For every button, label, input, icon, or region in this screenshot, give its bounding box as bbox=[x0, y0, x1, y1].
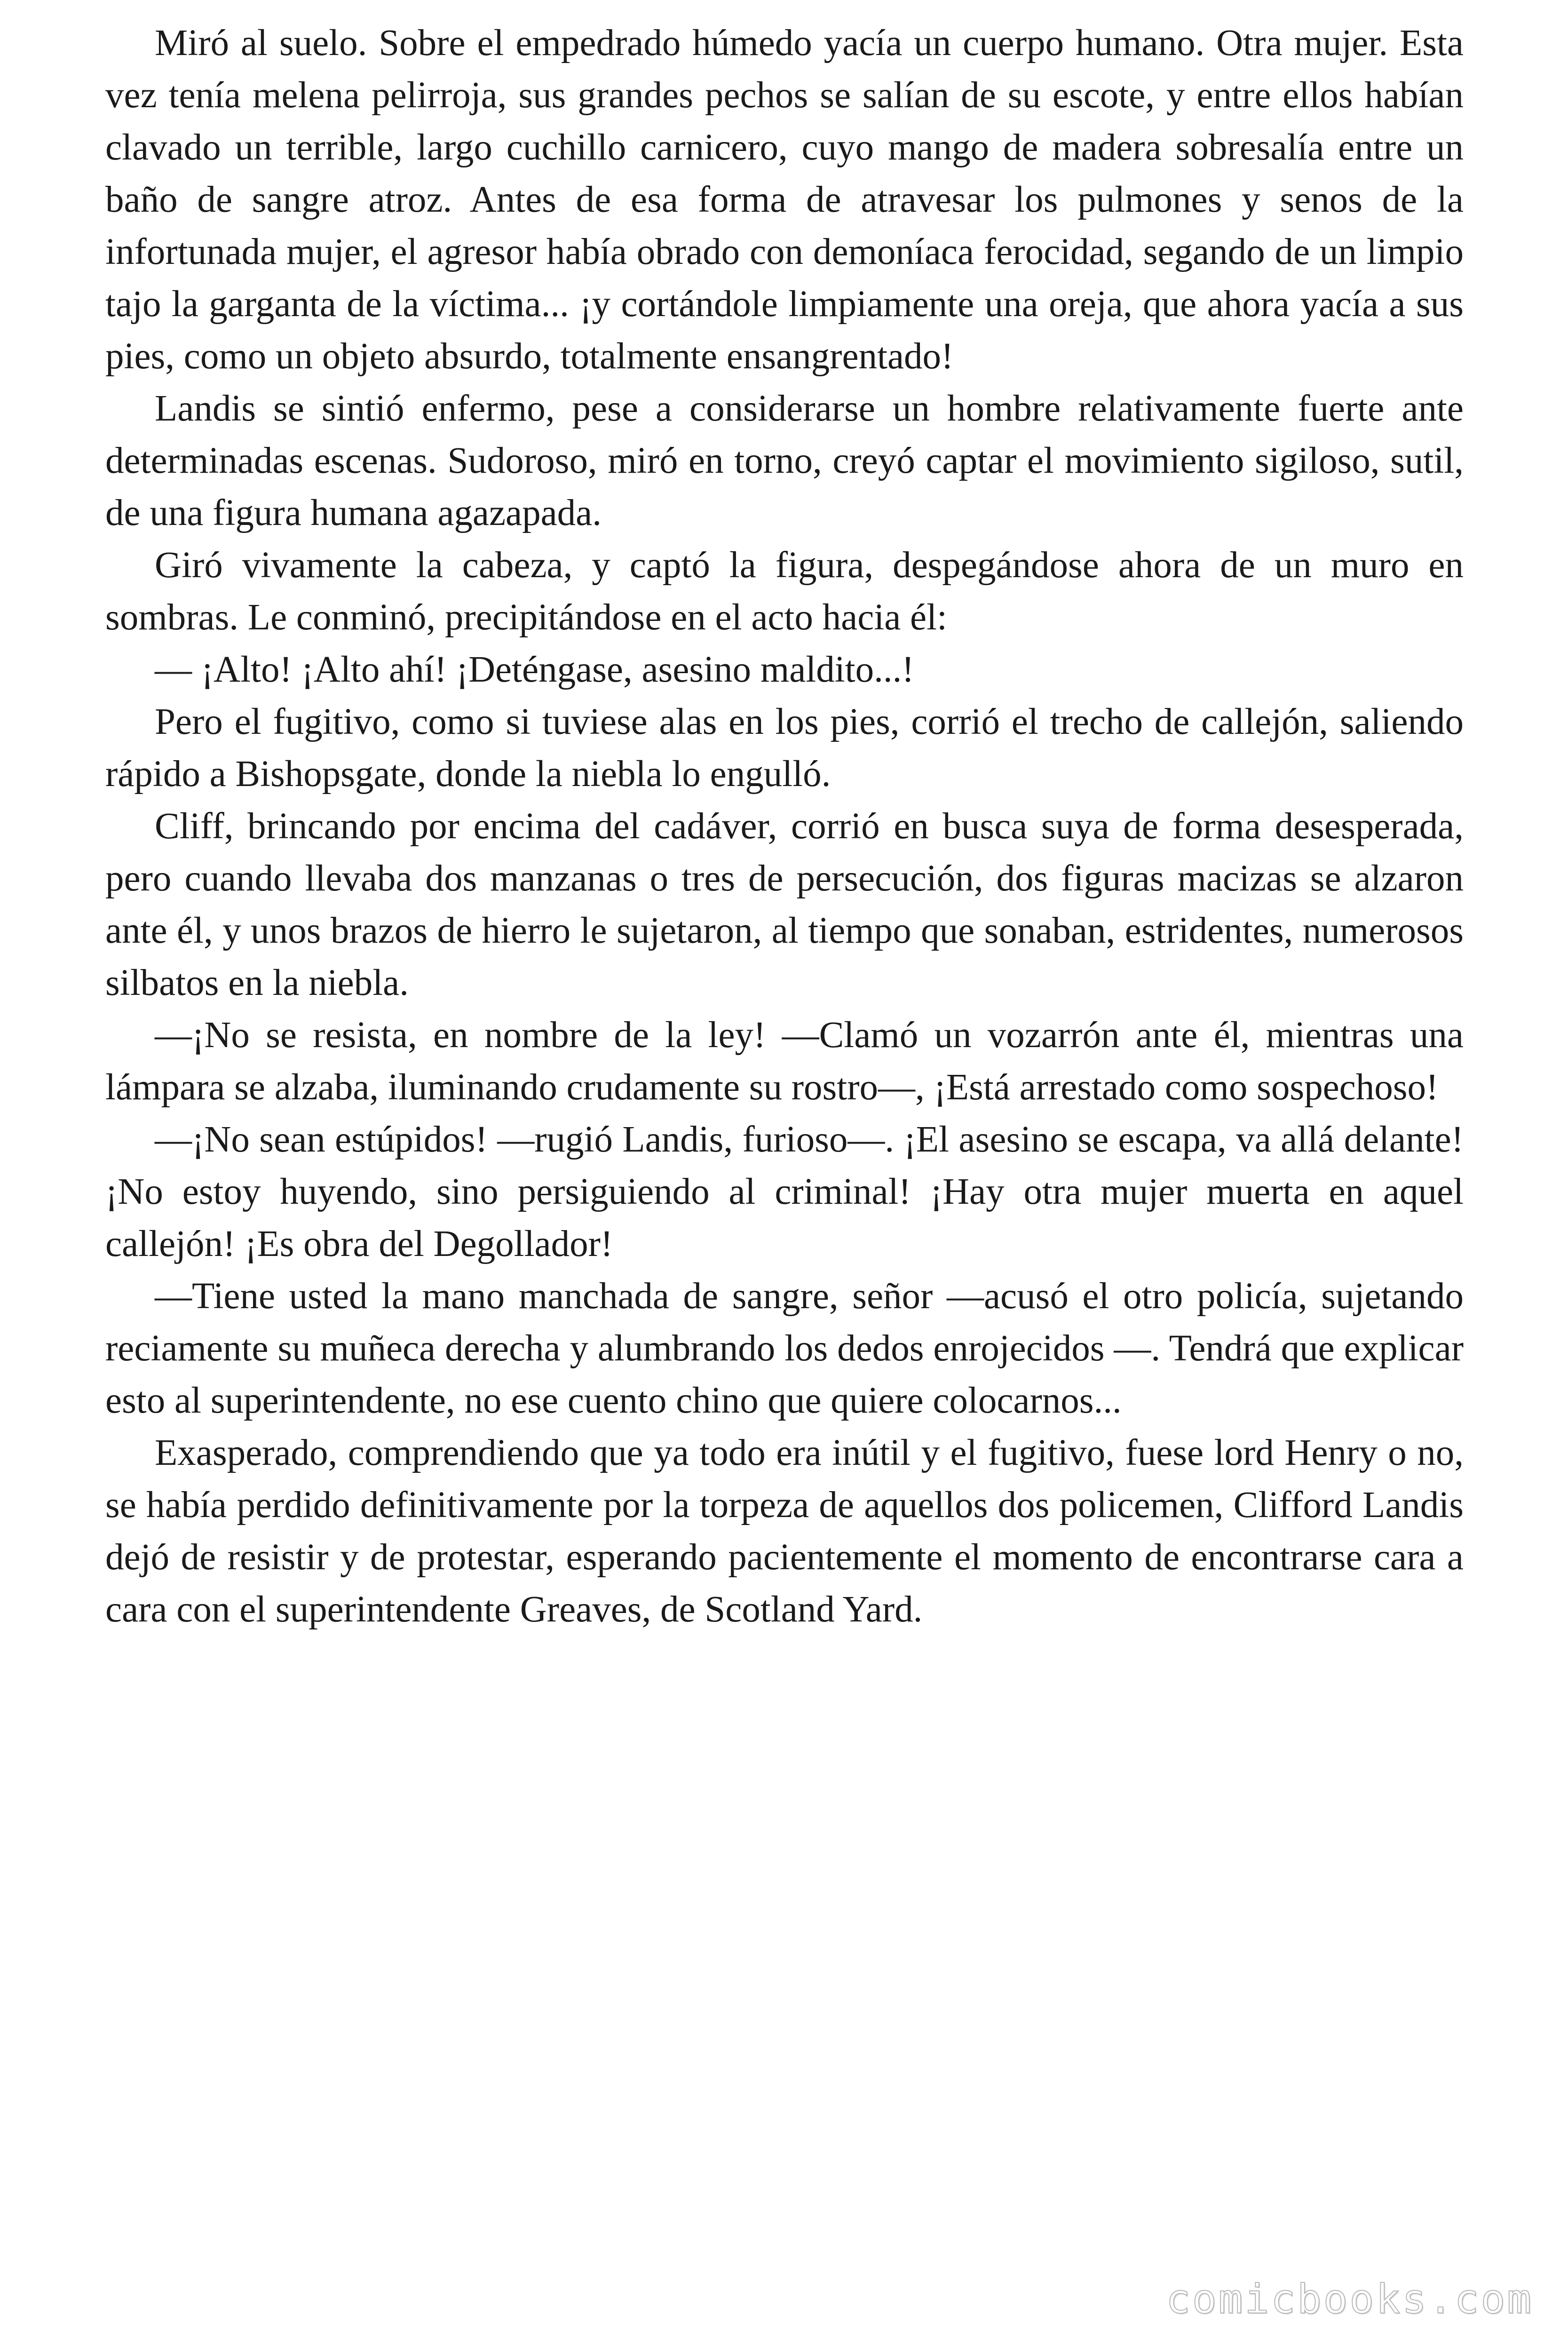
paragraph-6: Cliff, brincando por encima del cadáver, corrió en busca suya de forma desesperada, pero cuando llevaba dos manzanas o tres de persecución, dos figuras macizas se alzaron ante él, y unos brazos de hierro le sujetaron, al tiempo que sonaban, estridentes, numerosos silbatos en la niebla. bbox=[105, 806, 1464, 1003]
paragraph-9: —Tiene usted la mano manchada de sangre, señor —acusó el otro policía, sujetando reciamente su muñeca derecha y alumbrando los dedos enrojecidos —. Tendrá que explicar esto al superintendente, no ese cuento chino que quiere colocarnos... bbox=[105, 1276, 1464, 1421]
paragraph-2: Landis se sintió enfermo, pese a considerarse un hombre relativamente fuerte ante determinadas escenas. Sudoroso, miró en torno, creyó captar el movimiento sigiloso, sutil, de una figura humana agazapada. bbox=[105, 388, 1464, 533]
paragraph-7: —¡No se resista, en nombre de la ley! —Clamó un vozarrón ante él, mientras una lámpara se alzaba, iluminando crudamente su rostro—, ¡Está arrestado como sospechoso! bbox=[105, 1015, 1464, 1108]
paragraph-1: Miró al suelo. Sobre el empedrado húmedo yacía un cuerpo humano. Otra mujer. Esta vez tenía melena pelirroja, sus grandes pechos se salían de su escote, y entre ellos habían clavado un terrible, largo cuchillo carnicero, cuyo mango de madera sobresalía entre un baño de sangre atroz. Antes de esa forma de atravesar los pulmones y senos de la infortunada mujer, el agresor había obrado con demoníaca ferocidad, segando de un limpio tajo la garganta de la víctima... ¡y cortándole limpiamente una oreja, que ahora yacía a sus pies, como un objeto absurdo, totalmente ensangrentado! bbox=[105, 23, 1464, 377]
watermark: comicbooks.com bbox=[1166, 2276, 1533, 2323]
document-body bbox=[105, 17, 1464, 1636]
paragraph-3: Giró vivamente la cabeza, y captó la figura, despegándose ahora de un muro en sombras. Le conminó, precipitándose en el acto hacia él: bbox=[105, 545, 1464, 638]
paragraph-4: — ¡Alto! ¡Alto ahí! ¡Deténgase, asesino maldito...! bbox=[155, 649, 914, 690]
paragraph-10: Exasperado, comprendiendo que ya todo era inútil y el fugitivo, fuese lord Henry o no, se había perdido definitivamente por la torpeza de aquellos dos policemen, Clifford Landis dejó de resistir y de protestar, esperando pacientemente el momento de encontrarse cara a cara con el superintendente Greaves, de Scotland Yard. bbox=[105, 1432, 1464, 1630]
paragraph-8: —¡No sean estúpidos! —rugió Landis, furioso—. ¡El asesino se escapa, va allá delante! ¡No estoy huyendo, sino persiguiendo al criminal! ¡Hay otra mujer muerta en aquel callejón! ¡Es obra del Degollador! bbox=[105, 1119, 1464, 1264]
paragraph-5: Pero el fugitivo, como si tuviese alas en los pies, corrió el trecho de callejón, saliendo rápido a Bishopsgate, donde la niebla lo engulló. bbox=[105, 701, 1464, 795]
